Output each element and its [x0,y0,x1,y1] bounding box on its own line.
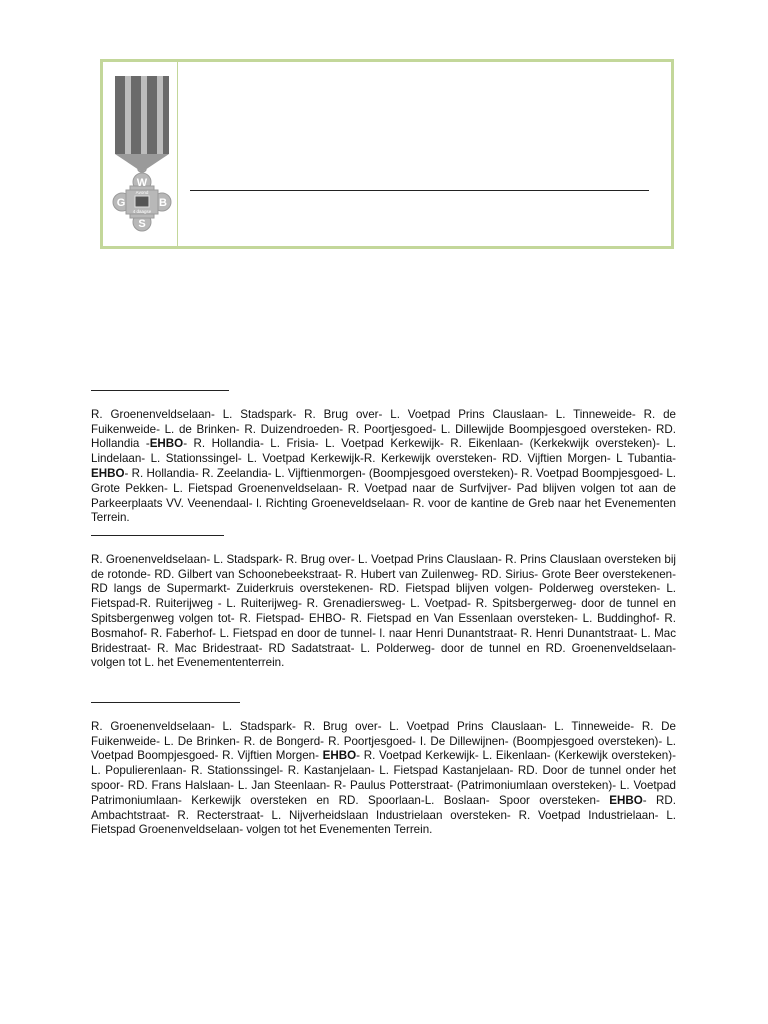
route-name-blank [91,535,224,536]
route-description-2 [91,535,676,671]
route-text: - RD. Ambachtstraat- R. Recterstraat- L. Nijverheidslaan Industrielaan oversteken- R. Voetpad Industrielaan- L. Fietspad Groenenveldselaan- volgen tot het Evenementen Terrein. [91,793,676,837]
route-text: R. Groenenveldselaan- L. Stadspark- R. Brug over- L. Voetpad Prins Clauslaan- L. Tinneweide- R. De Fuikenweide- L. De Brinken- R. de Bongerd- R. Poortjesgoed- I. De Dillewijnen- (Boompjesgoed oversteken)- L. Voetpad Boompjesgoed- R. Vijftien Morgen- [91,719,676,763]
medal-letter-left: G [116,197,126,209]
medal-letter-top: W [136,177,148,189]
route-text: - R. Hollandia- L. Frisia- L. Voetpad Kerkewijk- R. Eikenlaan- (Kerkekwijk oversteken)- L. Lindelaan- L. Stationssingel- L. Voetpad Kerkewijk-R. Kerkewijk oversteken- RD. Vijftien Morgen- L Tubantia- [91,437,676,466]
ehbo-marker: EHBO [91,466,125,480]
ehbo-marker: EHBO [609,793,643,807]
title-underline [190,190,649,191]
route-name-blank [91,390,229,391]
route-description-1 [91,390,676,526]
ehbo-marker: EHBO [322,749,357,763]
medal-letter-bottom: S [138,218,146,230]
route-description-3 [91,702,676,838]
header-divider [177,62,178,246]
ehbo-marker: EHBO [149,437,184,451]
medal-logo-icon [107,76,175,236]
route-text: R. Groenenveldselaan- L. Stadspark- R. Brug over- L. Voetpad Prins Clauslaan- L. Tinneweide- R. de Fuikenweide- L. de Brinken- R. Duizendroeden- R. Poortjesgoed- L. Dillewijde Boompjesgoed oversteken- RD. Hollandia - [91,407,676,451]
route-text: - R. Voetpad Kerkewijk- L. Eikenlaan- (Kerkewijk oversteken)- L. Populierenlaan- R. Stationssingel- R. Kastanjelaan- L. Fietspad Kastanjelaan- RD. Door de tunnel onder het spoor- RD. Frans Halslaan- L. Jan Steenlaan- R- Paulus Potterstraat- (Patrimoniumlaan oversteken)- L. Voetpad Patrimoniumlaan- Kerkewijk oversteken en RD. Spoorlaan-L. Boslaan- Spoor oversteken- [91,749,676,807]
medal-text-top: Avond [135,190,149,195]
route-text: R. Groenenveldselaan- L. Stadspark- R. Brug over- L. Voetpad Prins Clauslaan- R. Prins Clauslaan oversteken bij de rotonde- RD. Gilbert van Schoonebeekstraat- R. Hubert van Zuilenweg- RD. Sirius- Grote Beer overstekenen- RD langs de Supermarkt- Zuiderkruis overstekenen- RD. Fietspad blijven volgen- Polderweg oversteken- L. Fietspad-R. Ruiterijweg - L. Ruiterijweg- R. Grenadiersweg- L. Voetpad- R. Spitsbergerweg- door de tunnel en Spitsbergenweg volgen tot- R. Fietspad- EHBO- R. Fietspad en Van Essenlaan oversteken- L. Buddinghof- R. Bosmahof- R. Faberhof- L. Fietspad en door de tunnel- l. naar Henri Dunantstraat- R. Henri Dunantstraat- L. Mac Bridestraat- R. Mac Bridestraat- RD Sadatstraat- L. Polderweg- door de tunnel en RD. Groenenveldselaan- volgen tot L. het Evenemententerrein. [91,552,676,670]
route-name-blank [91,702,240,703]
header-box [100,59,674,249]
medal-letter-right: B [159,197,167,209]
medal-text-bottom: 4 daagse [132,209,152,214]
route-text: - R. Hollandia- R. Zeelandia- L. Vijftienmorgen- (Boompjesgoed oversteken)- R. Voetpad Boompjesgoed- L. Grote Pekken- L. Fietspad Groenenveldselaan- R. Voetpad naar de Surfvijver- Pad blijven volgen tot aan de Parkeerplaats VV. Veenendaal- l. Richting Groeneveldselaan- R. voor de kantine de Greb naar het Evenementen Terrein. [91,466,676,525]
